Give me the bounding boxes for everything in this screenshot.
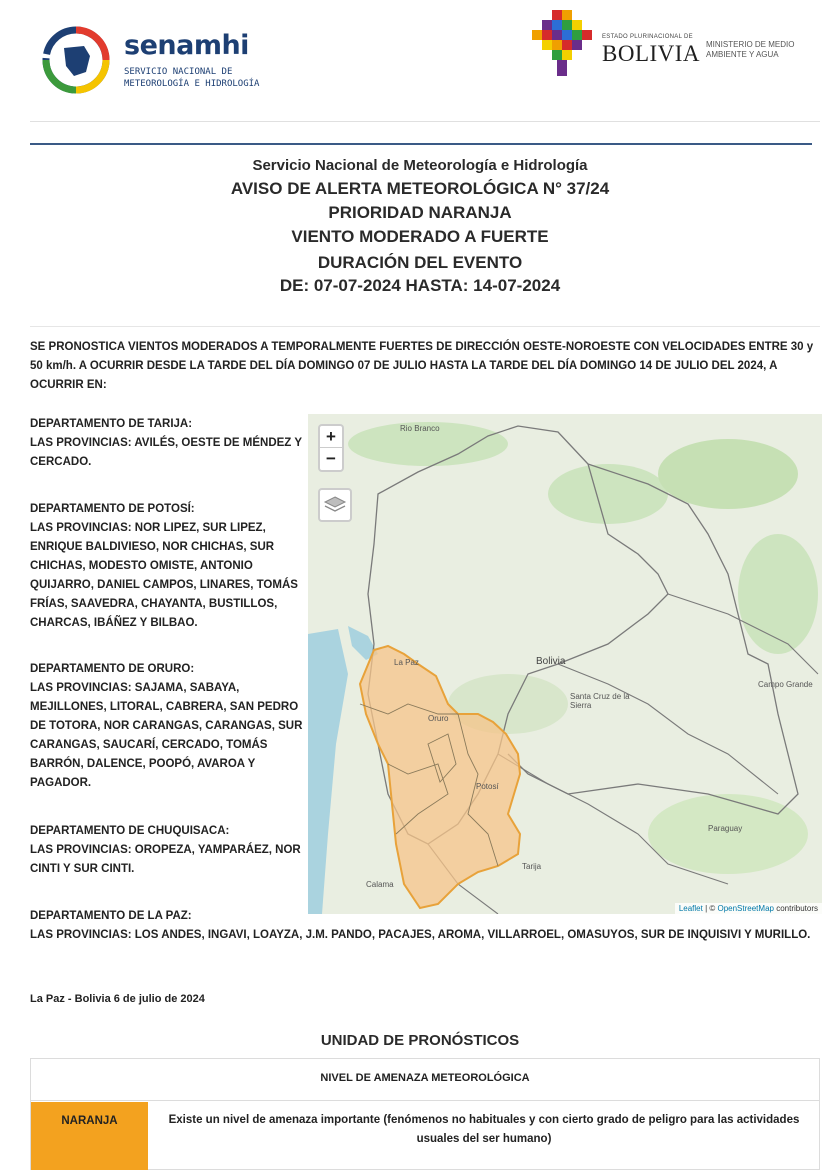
attribution-tail: contributors <box>773 904 818 913</box>
zoom-out-button[interactable]: − <box>326 449 336 468</box>
department-provinces: LAS PROVINCIAS: OROPEZA, YAMPARÁEZ, NOR CINTI Y SUR CINTI. <box>30 844 301 875</box>
department-name: DEPARTAMENTO DE POTOSÍ: <box>30 503 195 515</box>
senamhi-logo <box>38 22 258 102</box>
bolivia-state-label: ESTADO PLURINACIONAL DE <box>602 34 693 40</box>
department-provinces: LAS PROVINCIAS: NOR LIPEZ, SUR LIPEZ, ENRIQUE BALDIVIESO, NOR CHICHAS, SUR CHICHAS, MODESTO OMISTE, ANTONIO QUIJARRO, DANIEL CAMPOS, LINARES, TOMÁS FRÍAS, SAAVEDRA, CHAYANTA, BUSTILLOS, CHARCAS, IBÁÑEZ Y BILBAO. <box>30 522 298 629</box>
map-attribution <box>675 903 822 914</box>
department-chuquisaca <box>30 822 305 879</box>
department-potosi <box>30 500 305 633</box>
threat-level-badge: NARANJA <box>31 1102 148 1170</box>
threat-level-table <box>30 1058 820 1170</box>
map-label-campo-grande: Campo Grande <box>758 680 813 689</box>
department-name: DEPARTAMENTO DE LA PAZ: <box>30 910 192 922</box>
forecast-text: SE PRONOSTICA VIENTOS MODERADOS A TEMPORALMENTE FUERTES DE DIRECCIÓN OESTE-NOROESTE CON VELOCIDADES ENTRE 30 y 50 km/h. A OCURRIR DESDE LA TARDE DEL DÍA DOMINGO 07 DE JULIO HASTA LA TARDE DEL DÍA DOMINGO 14 DE JULIO DEL 2024, A OCURRIR EN: <box>30 341 814 391</box>
map-label-oruro: Oruro <box>428 714 449 723</box>
department-tarija <box>30 415 305 472</box>
alert-title-block <box>0 155 840 297</box>
map-label-bolivia: Bolivia <box>536 656 566 667</box>
senamhi-subtitle: SERVICIO NACIONAL DE METEOROLOGÍA E HIDROLOGÍA <box>124 67 260 89</box>
alert-map[interactable] <box>308 414 822 914</box>
map-label-potosi: Potosí <box>476 782 499 791</box>
zoom-in-button[interactable]: + <box>320 426 342 448</box>
department-name: DEPARTAMENTO DE ORURO: <box>30 663 195 675</box>
map-label-calama: Calama <box>366 880 394 889</box>
header-divider <box>30 121 820 122</box>
duration-dates: DE: 07-07-2024 HASTA: 14-07-2024 <box>279 276 561 295</box>
department-provinces: LAS PROVINCIAS: SAJAMA, SABAYA, MEJILLONES, LITORAL, CABRERA, SAN PEDRO DE TOTORA, NOR CARANGAS, CARANGAS, SUR CARANGAS, SAUCARÍ, CERCADO, TOMÁS BARRÓN, DALENCE, POOPÓ, AVAROA Y PAGADOR. <box>30 682 303 789</box>
map-zoom-control <box>318 424 344 472</box>
bolivia-logo <box>530 8 820 88</box>
bolivia-wiphala-icon <box>530 8 596 80</box>
map-label-santa-cruz: Santa Cruz de la Sierra <box>570 692 630 710</box>
department-provinces: LAS PROVINCIAS: LOS ANDES, INGAVI, LOAYZA, J.M. PANDO, PACAJES, AROMA, VILLARROEL, OMASUYOS, SUR DE INQUISIVI Y MURILLO. <box>30 929 811 941</box>
threat-table-header: NIVEL DE AMENAZA METEOROLÓGICA <box>31 1059 819 1101</box>
layers-icon <box>320 490 350 520</box>
bolivia-country-label: BOLIVIA <box>602 41 701 66</box>
page-header <box>0 0 840 120</box>
map-label-paraguay: Paraguay <box>708 824 743 833</box>
institution-title: Servicio Nacional de Meteorología e Hidrología <box>252 157 588 174</box>
leaflet-link[interactable]: Leaflet <box>678 904 703 913</box>
duration-title: DURACIÓN DEL EVENTO <box>317 253 523 272</box>
place-date: La Paz - Bolivia 6 de julio de 2024 <box>30 993 205 1005</box>
map-label-rio-branco: Rio Branco <box>400 424 440 433</box>
senamhi-wordmark: senamhi <box>124 30 249 61</box>
alert-number-title: AVISO DE ALERTA METEOROLÓGICA N° 37/24 <box>230 179 610 198</box>
department-name: DEPARTAMENTO DE TARIJA: <box>30 418 193 430</box>
phenomenon-title: VIENTO MODERADO A FUERTE <box>291 227 549 246</box>
attribution-separator: | © <box>702 904 718 913</box>
unit-title: UNIDAD DE PRONÓSTICOS <box>320 1032 520 1049</box>
department-provinces: LAS PROVINCIAS: AVILÉS, OESTE DE MÉNDEZ Y CERCADO. <box>30 437 302 468</box>
title-rule <box>30 143 812 145</box>
layers-button[interactable] <box>318 488 352 522</box>
priority-title: PRIORIDAD NARANJA <box>328 203 512 222</box>
senamhi-emblem-icon <box>38 22 114 98</box>
department-name: DEPARTAMENTO DE CHUQUISACA: <box>30 825 230 837</box>
map-label-tarija: Tarija <box>522 862 542 871</box>
osm-link[interactable]: OpenStreetMap <box>717 904 774 913</box>
ministry-label: MINISTERIO DE MEDIO AMBIENTE Y AGUA <box>706 40 795 59</box>
map-label-la-paz: La Paz <box>394 658 419 667</box>
threat-level-description: Existe un nivel de amenaza importante (fenómenos no habituales y con cierto grado de peligro para las actividades usuales del ser humano) <box>168 1114 800 1145</box>
section-divider <box>30 326 820 327</box>
department-oruro <box>30 660 305 793</box>
